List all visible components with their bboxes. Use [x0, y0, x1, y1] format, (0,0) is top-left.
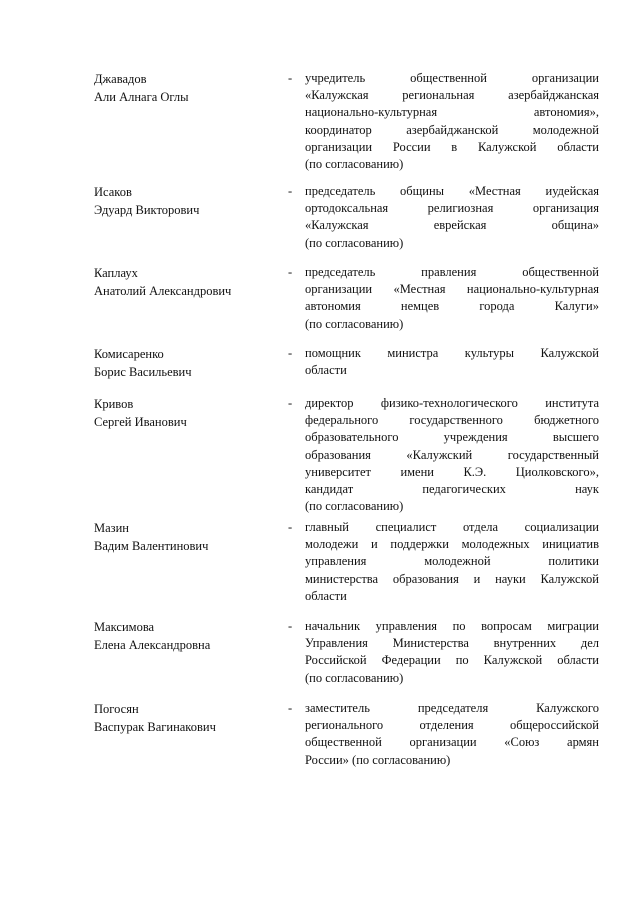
member-name — [94, 183, 274, 219]
member-name — [94, 618, 274, 654]
description-line: образования «Калужский государственный — [305, 447, 599, 462]
member-surname: Погосян — [94, 702, 139, 716]
description-line: России» (по согласованию) — [305, 752, 451, 767]
description-line: «Калужская региональная азербайджанская — [305, 88, 599, 103]
member-description — [305, 519, 599, 605]
member-given-names: Анатолий Александрович — [94, 284, 232, 298]
description-line: (по согласованию) — [305, 670, 404, 685]
description-line: министерства образования и науки Калужской — [305, 571, 599, 586]
description-line: учредитель общественной организации — [305, 71, 599, 85]
member-given-names: Сергей Иванович — [94, 415, 187, 429]
description-line: образовательного учреждения высшего — [305, 430, 599, 445]
dash-separator: - — [288, 346, 293, 360]
member-surname: Исаков — [94, 185, 132, 199]
member-surname: Комисаренко — [94, 347, 164, 361]
dash-separator: - — [288, 71, 293, 85]
member-name — [94, 700, 274, 736]
description-line: национально-культурная автономия», — [305, 105, 599, 120]
description-line: организации России в Калужской области — [305, 139, 599, 154]
member-name — [94, 345, 274, 381]
member-description — [305, 700, 599, 769]
description-line: директор физико-технологического института — [305, 396, 599, 410]
member-description — [305, 70, 599, 173]
member-description — [305, 264, 599, 333]
description-line: автономия немцев города Калуги» — [305, 299, 599, 314]
dash-separator: - — [288, 396, 293, 410]
member-surname: Каплаух — [94, 266, 138, 280]
description-line: университет имени К.Э. Циолковского», — [305, 464, 599, 479]
description-line: (по согласованию) — [305, 235, 404, 250]
member-surname: Джавадов — [94, 72, 147, 86]
description-line: (по согласованию) — [305, 157, 404, 172]
description-line: федерального государственного бюджетного — [305, 413, 599, 428]
description-line: молодежи и поддержки молодежных инициатив — [305, 537, 599, 552]
description-line: (по согласованию) — [305, 316, 404, 331]
description-line: Российской Федерации по Калужской области — [305, 653, 599, 668]
description-line: координатор азербайджанской молодежной — [305, 122, 599, 137]
dash-separator: - — [288, 184, 293, 198]
description-line: области — [305, 588, 347, 603]
description-line: Управления Министерства внутренних дел — [305, 636, 599, 651]
description-line: председатель общины «Местная иудейская — [305, 184, 599, 198]
description-line: председатель правления общественной — [305, 265, 599, 279]
member-given-names: Борис Васильевич — [94, 365, 192, 379]
member-given-names: Али Алнага Оглы — [94, 90, 189, 104]
member-name — [94, 395, 274, 431]
member-description — [305, 345, 599, 379]
member-surname: Кривов — [94, 397, 134, 411]
member-given-names: Елена Александровна — [94, 638, 211, 652]
description-line: организации «Местная национально-культурная — [305, 282, 599, 297]
description-line: ортодоксальная религиозная организация — [305, 201, 599, 216]
description-line: начальник управления по вопросам миграции — [305, 619, 599, 633]
dash-separator: - — [288, 265, 293, 279]
description-line: управления молодежной политики — [305, 554, 599, 569]
member-surname: Максимова — [94, 620, 155, 634]
member-name — [94, 519, 274, 555]
member-description — [305, 618, 599, 687]
description-line: заместитель председателя Калужского — [305, 701, 599, 715]
description-line: общественной организации «Союз армян — [305, 735, 599, 750]
dash-separator: - — [288, 520, 293, 534]
dash-separator: - — [288, 701, 293, 715]
description-line: кандидат педагогических наук — [305, 482, 599, 497]
description-line: регионального отделения общероссийской — [305, 718, 599, 733]
member-name — [94, 264, 274, 300]
description-line: помощник министра культуры Калужской — [305, 346, 599, 360]
member-given-names: Вадим Валентинович — [94, 539, 209, 553]
description-line: области — [305, 363, 347, 378]
member-description — [305, 395, 599, 515]
member-surname: Мазин — [94, 521, 129, 535]
dash-separator: - — [288, 619, 293, 633]
member-description — [305, 183, 599, 252]
member-given-names: Васпурак Вагинакович — [94, 720, 216, 734]
description-line: «Калужская еврейская община» — [305, 218, 599, 233]
member-name — [94, 70, 274, 106]
description-line: главный специалист отдела социализации — [305, 520, 599, 534]
description-line: (по согласованию) — [305, 499, 404, 514]
member-given-names: Эдуард Викторович — [94, 203, 200, 217]
